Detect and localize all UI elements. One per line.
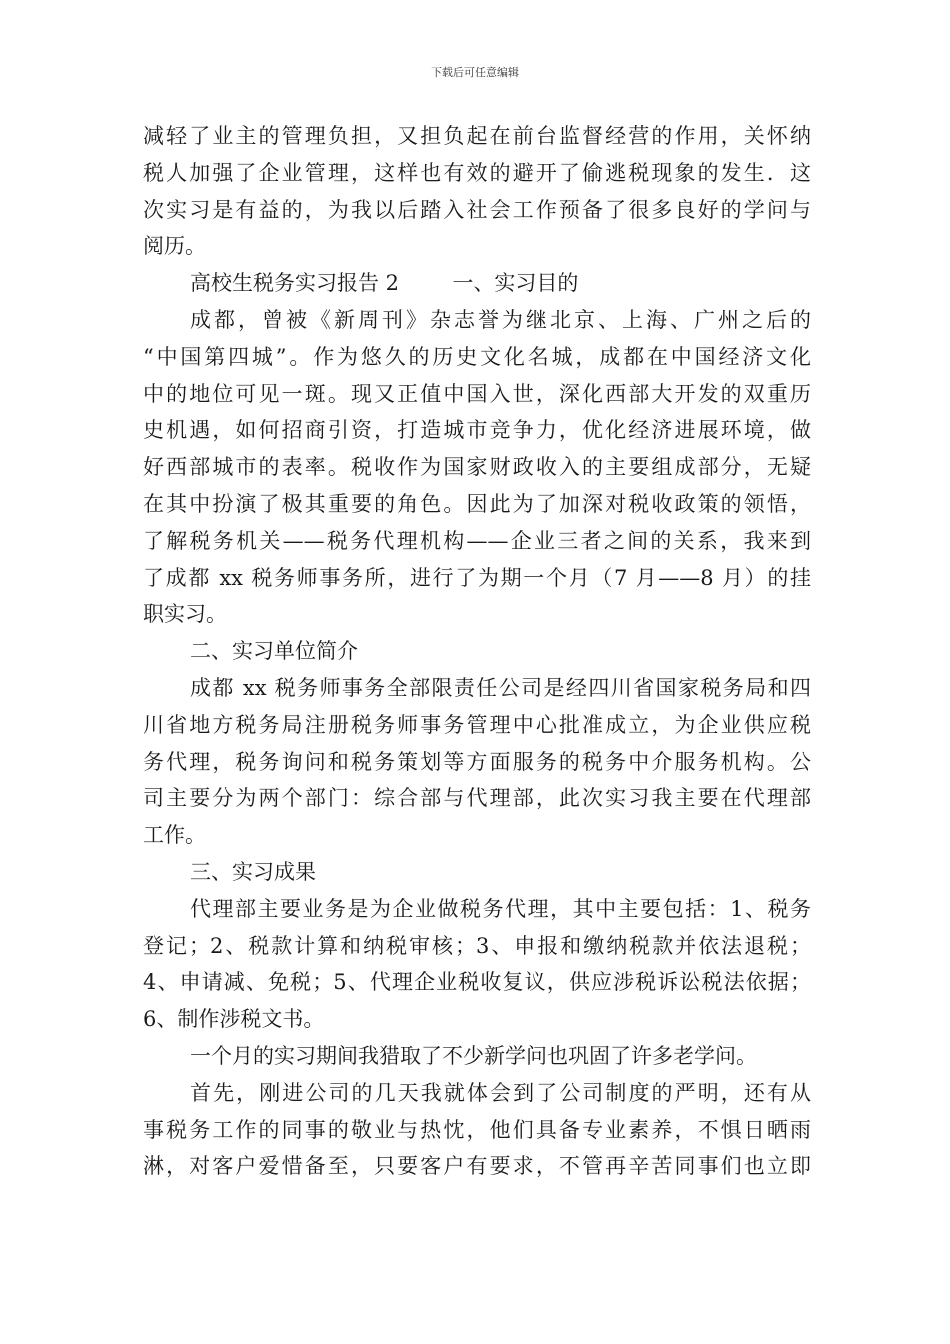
text-line: 首先，刚进公司的几天我就体会到了公司制度的严明，还有从	[190, 1080, 811, 1105]
text-line: 一个月的实习期间我猎取了不少新学问也巩固了许多老学问。	[190, 1043, 757, 1068]
text-line: “中国第四城”。作为悠久的历史文化名城，成都在中国经济文化	[143, 344, 811, 369]
text-line: 淋，对客户爱惜备至，只要客户有要求，不管再辛苦同事们也立即	[143, 1154, 811, 1179]
text-line: 川省地方税务局注册税务师事务管理中心批准成立，为企业供应税	[143, 712, 811, 737]
text-line: 事税务工作的同事的敬业与热忱，他们具备专业素养，不惧日晒雨	[143, 1117, 811, 1142]
text-line: 代理部主要业务是为企业做税务代理，其中主要包括：1、税务	[190, 896, 811, 921]
text-line: 阅历。	[143, 234, 206, 259]
text-line: 6、制作涉税文书。	[143, 1007, 325, 1032]
text-line: 三、实习成果	[190, 859, 316, 884]
text-line: 司主要分为两个部门：综合部与代理部，此次实习我主要在代理部	[143, 786, 811, 811]
document-body	[143, 118, 811, 1185]
text-line: 4、申请减、免税；5、代理企业税收复议，供应涉税诉讼税法依据；	[143, 970, 811, 995]
text-line: 务代理，税务询问和税务策划等方面服务的税务中介服务机构。公	[143, 749, 811, 774]
text-line: 了成都 xx 税务师事务所，进行了为期一个月（7 月——8 月）的挂	[143, 565, 811, 590]
text-line: 好西部城市的表率。税收作为国家财政收入的主要组成部分，无疑	[143, 455, 811, 480]
text-line: 减轻了业主的管理负担，又担负起在前台监督经营的作用，关怀纳	[143, 124, 811, 148]
text-line: 次实习是有益的，为我以后踏入社会工作预备了很多良好的学问与	[143, 197, 811, 222]
text-line: 二、实习单位简介	[190, 639, 358, 664]
page-header-note: 下载后可任意编辑	[431, 66, 519, 79]
text-line: 高校生税务实习报告 2 一、实习目的	[190, 271, 579, 296]
text-line: 登记；2、税款计算和纳税审核；3、申报和缴纳税款并依法退税；	[143, 933, 811, 958]
text-line: 了解税务机关——税务代理机构——企业三者之间的关系，我来到	[143, 528, 811, 553]
text-line: 税人加强了企业管理，这样也有效的避开了偷逃税现象的发生．这	[143, 160, 811, 185]
text-line: 成都，曾被《新周刊》杂志誉为继北京、上海、广州之后的	[190, 307, 811, 332]
text-line: 史机遇，如何招商引资，打造城市竞争力，优化经济进展环境，做	[143, 418, 811, 443]
text-line: 职实习。	[143, 602, 227, 627]
text-line: 工作。	[143, 823, 206, 848]
text-line: 中的地位可见一斑。现又正值中国入世，深化西部大开发的双重历	[143, 381, 811, 406]
text-line: 成都 xx 税务师事务全部限责任公司是经四川省国家税务局和四	[190, 675, 811, 700]
text-line: 在其中扮演了极其重要的角色。因此为了加深对税收政策的领悟，	[143, 491, 811, 516]
